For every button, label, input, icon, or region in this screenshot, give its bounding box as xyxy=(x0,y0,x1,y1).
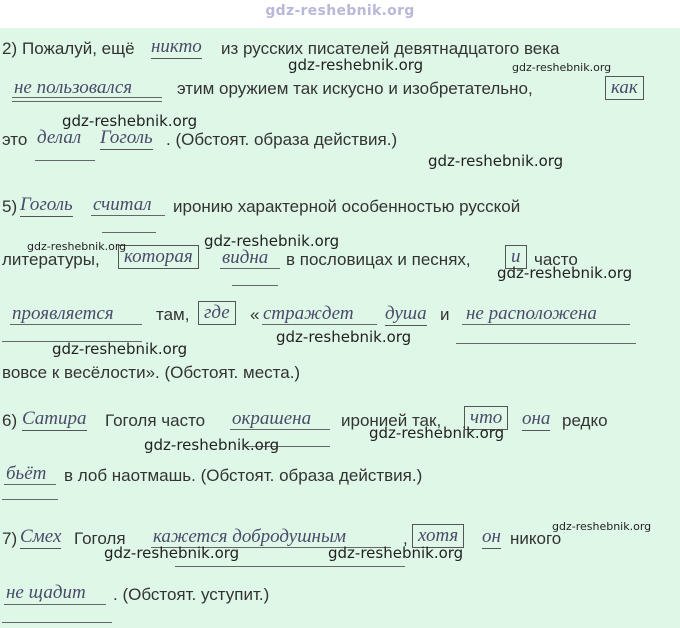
s5-predicate-5-line-1 xyxy=(462,324,630,325)
s5-text-7: и xyxy=(440,305,450,324)
s7-number: 7) xyxy=(2,529,18,548)
watermark: gdz-reshebnik.org xyxy=(144,436,280,454)
s6-predicate-2: бьёт xyxy=(6,463,47,484)
s2-text-3: этим оружием так искусно и изобретательно, xyxy=(177,79,533,98)
watermark: gdz-reshebnik.org xyxy=(276,328,412,346)
s2-text-4: это xyxy=(2,130,28,149)
s7-subject-2: он xyxy=(482,526,501,547)
s2-predicate: не пользовался xyxy=(14,77,133,98)
s5-predicate: считал xyxy=(93,194,152,215)
s6-conjunction: что xyxy=(464,406,508,430)
s7-predicate-2: не щадит xyxy=(6,582,86,603)
watermark: gdz-reshebnik.org xyxy=(428,152,564,170)
s6-predicate-2-line-1 xyxy=(4,484,56,485)
s5-predicate-5-line-2 xyxy=(456,343,636,344)
s5-text-2: литературы, xyxy=(2,250,100,269)
s6-subject: Сатира xyxy=(22,408,87,429)
s6-text-3: редко xyxy=(562,411,608,430)
s5-conjunction: и xyxy=(505,245,527,269)
s6-text-4: в лоб наотмашь. (Обстоят. образа действия.) xyxy=(64,466,423,485)
s5-relative-word-2: где xyxy=(198,301,236,325)
s5-predicate-2-line-1 xyxy=(220,268,280,269)
s5-predicate-line-1 xyxy=(91,215,165,216)
watermark: gdz-reshebnik.org xyxy=(552,520,652,533)
s2-predicate-line-1 xyxy=(12,97,162,98)
s5-text-6: « xyxy=(250,305,260,324)
s6-subject-2: она xyxy=(522,408,551,429)
s2-conjunction: как xyxy=(605,76,644,100)
site-title: gdz-reshebnik.org xyxy=(265,3,415,19)
s2-predicate-line-2 xyxy=(12,101,162,102)
watermark: gdz-reshebnik.org xyxy=(204,232,340,250)
s7-text-3: никого xyxy=(510,529,562,548)
s5-predicate-2-line-2 xyxy=(232,285,278,286)
s2-text-5: . (Обстоят. образа действия.) xyxy=(166,130,398,149)
watermark: gdz-reshebnik.org xyxy=(369,424,505,442)
s7-predicate: кажется добродушным xyxy=(153,526,346,547)
s5-subject: Гоголь xyxy=(20,194,73,215)
s5-predicate-5: не расположена xyxy=(466,303,597,324)
s7-predicate-line-2 xyxy=(175,566,405,567)
s6-text-1: Гоголя часто xyxy=(105,411,206,430)
watermark: gdz-reshebnik.org xyxy=(52,340,188,358)
s2-predicate-2: делал xyxy=(37,127,82,148)
watermark: gdz-reshebnik.org xyxy=(27,240,127,253)
s2-predicate-2-line xyxy=(35,160,95,161)
s5-number: 5) xyxy=(2,197,18,216)
s7-predicate-2-line-2 xyxy=(2,622,112,623)
s5-text-8: вовсе к весёлости». (Обстоят. места.) xyxy=(2,363,301,382)
s2-text-2: из русских писателей девятнадцатого века xyxy=(221,39,560,58)
s5-predicate-3: проявляется xyxy=(12,303,114,324)
s6-predicate-2-line-2 xyxy=(2,499,58,500)
s7-subject: Смех xyxy=(20,526,62,547)
s6-predicate: окрашена xyxy=(232,408,312,429)
s7-text-4: . (Обстоят. уступит.) xyxy=(113,585,270,604)
s6-text-2: иронией так, xyxy=(341,411,442,430)
watermark: gdz-reshebnik.org xyxy=(328,544,464,562)
s5-predicate-line-2 xyxy=(102,232,156,233)
top-bar xyxy=(0,0,680,28)
s5-relative-word: которая xyxy=(118,245,199,269)
s2-subject-2: Гоголь xyxy=(100,127,153,148)
s5-text-3: в пословицах и песнях, xyxy=(286,250,471,269)
s5-text-5: там, xyxy=(156,305,190,324)
s6-predicate-line-1 xyxy=(230,429,330,430)
watermark: gdz-reshebnik.org xyxy=(512,61,612,74)
s7-predicate-2-line-1 xyxy=(4,604,106,605)
watermark: gdz-reshebnik.org xyxy=(288,56,424,74)
s5-text-1: иронию характерной особенностью русской xyxy=(173,197,521,216)
s5-predicate-2: видна xyxy=(222,247,269,268)
watermark: gdz-reshebnik.org xyxy=(62,112,198,130)
s2-text-1: Пожалуй, ещё xyxy=(22,39,135,58)
watermark: gdz-reshebnik.org xyxy=(497,264,633,282)
s5-predicate-3-line-1 xyxy=(10,324,142,325)
s2-subject: никто xyxy=(151,36,202,57)
s7-text-1: Гоголя xyxy=(74,529,126,548)
s5-subject-2: душа xyxy=(385,303,427,324)
s7-text-2: , xyxy=(403,529,408,548)
s5-predicate-4-line xyxy=(262,324,377,325)
s5-text-4: часто xyxy=(534,250,578,269)
s7-conjunction: хотя xyxy=(412,524,464,548)
s2-number: 2) xyxy=(2,39,18,58)
watermark: gdz-reshebnik.org xyxy=(104,544,240,562)
s5-predicate-4: страждет xyxy=(263,303,354,324)
s6-number: 6) xyxy=(2,411,18,430)
